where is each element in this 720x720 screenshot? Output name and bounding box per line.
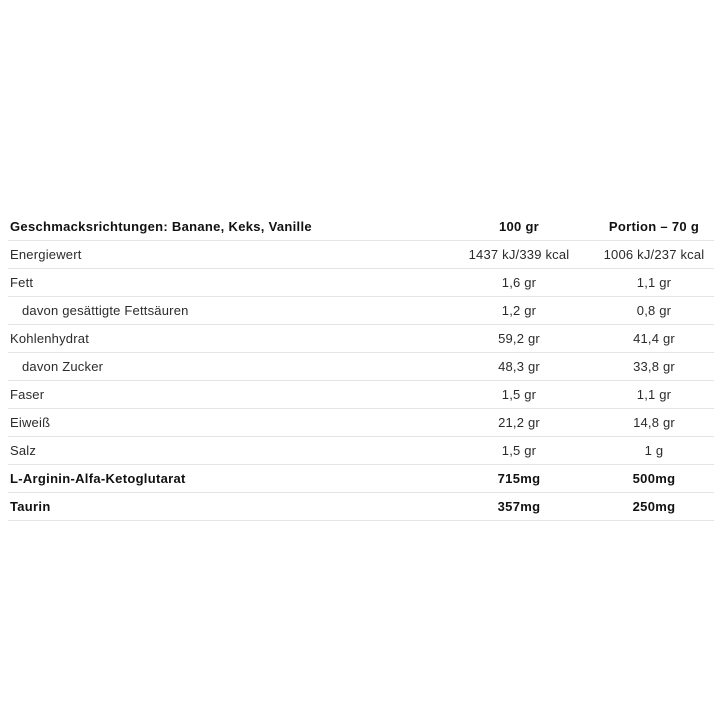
- table-body: [8, 241, 714, 521]
- table-row: [8, 465, 714, 493]
- value-per-portion: 1 g: [644, 443, 664, 458]
- nutrient-label: Salz: [10, 443, 37, 458]
- value-per-portion: 1,1 gr: [636, 275, 672, 290]
- table-row: [8, 269, 714, 297]
- nutrient-label: davon Zucker: [22, 359, 104, 374]
- nutrient-label: davon gesättigte Fettsäuren: [22, 303, 189, 318]
- value-per-100g: 48,3 gr: [498, 359, 540, 374]
- nutrient-label: Fett: [10, 275, 34, 290]
- value-per-portion: 14,8 gr: [633, 415, 675, 430]
- table-row: [8, 353, 714, 381]
- nutrient-label: L-Arginin-Alfa-Ketoglutarat: [10, 471, 186, 486]
- value-per-portion: 500mg: [632, 471, 676, 486]
- column-header-portion: Portion – 70 g: [608, 219, 700, 234]
- table-row: [8, 409, 714, 437]
- value-per-100g: 1437 kJ/339 kcal: [468, 247, 570, 262]
- value-per-100g: 715mg: [497, 471, 541, 486]
- value-per-portion: 250mg: [632, 499, 676, 514]
- table-row: [8, 325, 714, 353]
- table-row: [8, 297, 714, 325]
- table-row: [8, 493, 714, 521]
- value-per-portion: 41,4 gr: [633, 331, 675, 346]
- value-per-100g: 1,5 gr: [501, 387, 537, 402]
- table-header-row: [8, 213, 714, 241]
- table-row: [8, 241, 714, 269]
- column-header-100g: 100 gr: [498, 219, 540, 234]
- value-per-100g: 1,6 gr: [501, 275, 537, 290]
- nutrient-label: Energiewert: [10, 247, 82, 262]
- nutrition-table: [8, 213, 714, 521]
- value-per-100g: 357mg: [497, 499, 541, 514]
- table-row: [8, 381, 714, 409]
- nutrient-label: Eiweiß: [10, 415, 51, 430]
- value-per-portion: 1006 kJ/237 kcal: [603, 247, 705, 262]
- value-per-100g: 1,5 gr: [501, 443, 537, 458]
- nutrient-label: Taurin: [10, 499, 51, 514]
- value-per-portion: 1,1 gr: [636, 387, 672, 402]
- value-per-100g: 59,2 gr: [498, 331, 540, 346]
- table-row: [8, 437, 714, 465]
- value-per-portion: 33,8 gr: [633, 359, 675, 374]
- value-per-portion: 0,8 gr: [636, 303, 672, 318]
- nutrient-label: Kohlenhydrat: [10, 331, 90, 346]
- nutrient-label: Faser: [10, 387, 45, 402]
- flavors-header-label: Geschmacksrichtungen: Banane, Keks, Vanille: [10, 219, 312, 234]
- value-per-100g: 21,2 gr: [498, 415, 540, 430]
- value-per-100g: 1,2 gr: [501, 303, 537, 318]
